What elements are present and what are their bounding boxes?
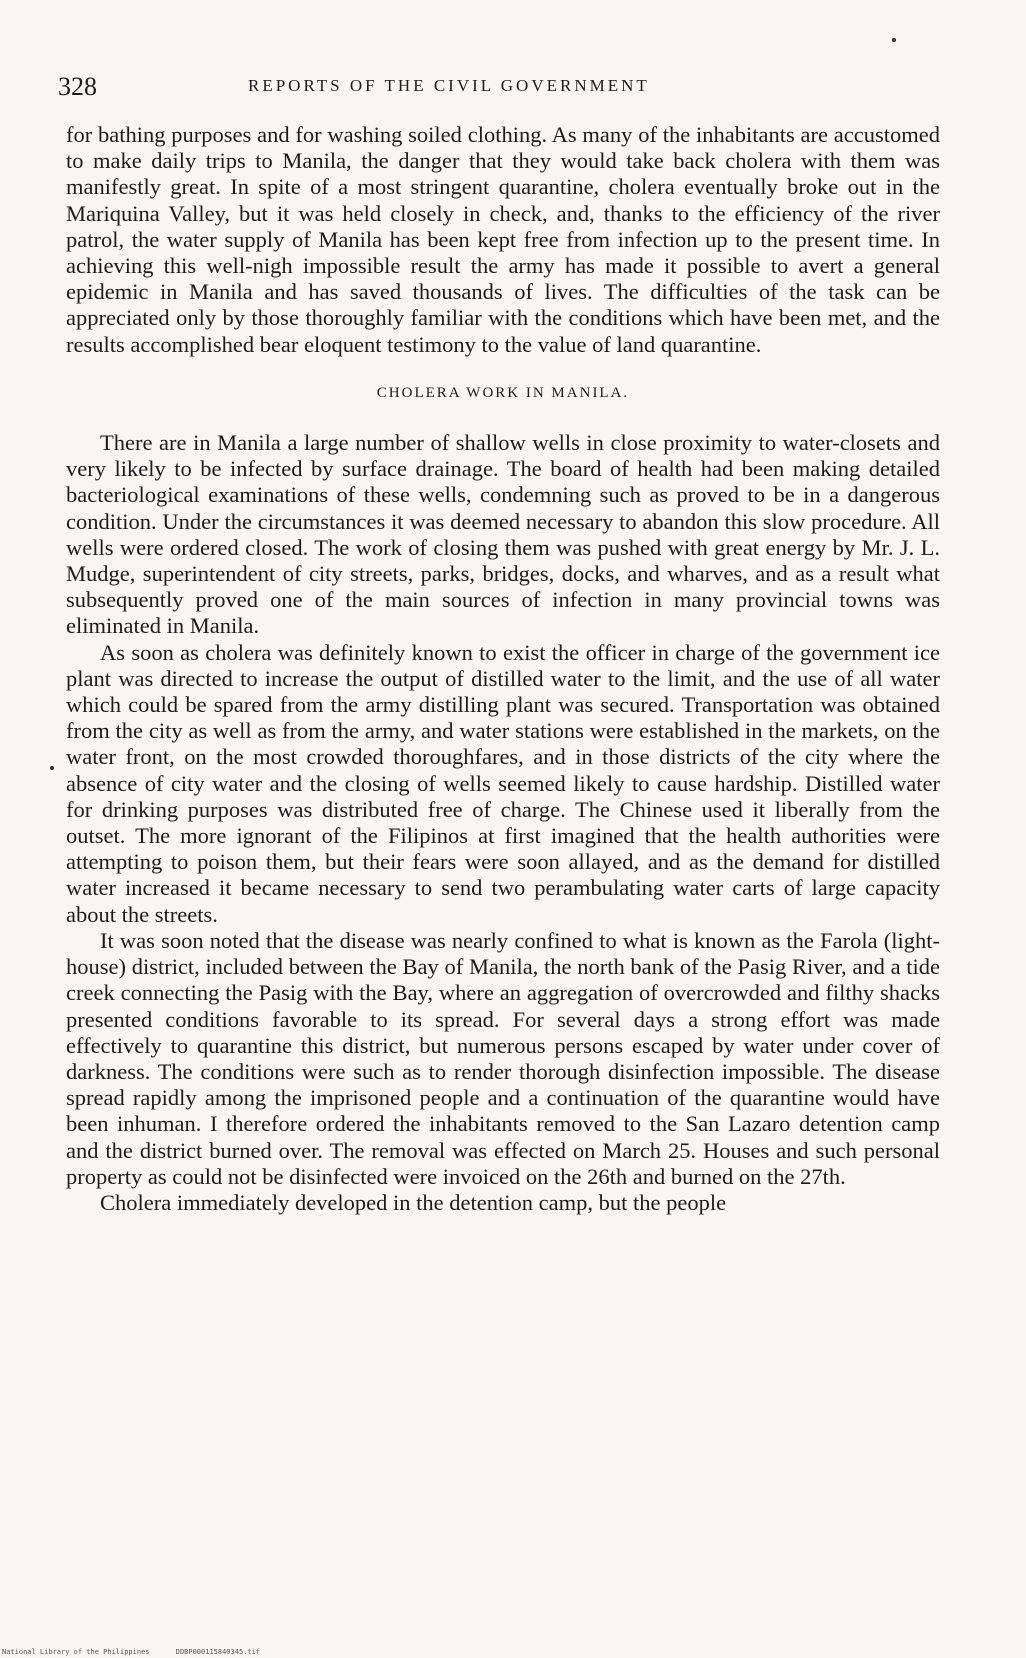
page-header bbox=[58, 72, 948, 108]
footer-file-id: DDBP000115840345.tif bbox=[175, 1648, 261, 1656]
body-text bbox=[66, 122, 940, 1216]
ink-speck bbox=[50, 766, 54, 770]
paragraph: There are in Manila a large number of shallow wells in close proximity to water-closets and very likely to be infected by surface drainage. The board of health had been making detailed bacteriological examinations of these wells, condemning such as proved to be in a dangerous condition. Under the circumstances it was deemed necessary to abandon this slow procedure. All wells were ordered closed. The work of closing them was pushed with great energy by Mr. J. L. Mudge, superintendent of city streets, parks, bridges, docks, and wharves, and as a result what subsequently proved one of the main sources of infection in many provincial towns was eliminated in Manila. bbox=[66, 430, 940, 639]
paragraph: for bathing purposes and for washing soiled clothing. As many of the inhabitants are accustomed to make daily trips to Manila, the danger that they would take back cholera with them was manifestly great. In spite of a most stringent quarantine, cholera eventually broke out in the Mariquina Valley, but it was held closely in check, and, thanks to the efficiency of the river patrol, the water supply of Manila has been kept free from infection up to the present time. In achieving this well-nigh impossible result the army has made it possible to avert a general epidemic in Manila and has saved thousands of lives. The difficulties of the task can be appreciated only by those thoroughly familiar with the conditions which have been met, and the results accomplished bear eloquent testimony to the value of land quarantine. bbox=[66, 122, 940, 357]
scan-footer bbox=[2, 1648, 282, 1656]
page-number: 328 bbox=[58, 72, 97, 101]
ink-speck bbox=[892, 38, 896, 42]
running-head: REPORTS OF THE CIVIL GOVERNMENT bbox=[248, 76, 650, 95]
paragraph: As soon as cholera was definitely known to exist the officer in charge of the government ice plant was directed to increase the output of distilled water to the limit, and the use of all water which could be spared from the army distilling plant was secured. Transportation was obtained from the city as well as from the army, and water stations were established in the markets, on the water front, on the most crowded thoroughfares, and in those districts of the city where the absence of city water and the closing of wells seemed likely to cause hardship. Distilled water for drinking purposes was distributed free of charge. The Chinese used it liberally from the outset. The more ignorant of the Filipinos at first imagined that the health authorities were attempting to poison them, but their fears were soon allayed, and as the demand for distilled water increased it became necessary to send two perambulating water carts of large capacity about the streets. bbox=[66, 639, 940, 927]
footer-library: National Library of the Philippines bbox=[2, 1648, 150, 1656]
section-heading: CHOLERA WORK IN MANILA. bbox=[376, 384, 630, 401]
paragraph: It was soon noted that the disease was nearly confined to what is known as the Farola (light-house) district, included between the Bay of Manila, the north bank of the Pasig River, and a tide creek connecting the Pasig with the Bay, where an aggregation of overcrowded and filthy shacks presented conditions favorable to its spread. For several days a strong effort was made effectively to quarantine this district, but numerous persons escaped by water under cover of darkness. The conditions were such as to render thorough disinfection impossible. The disease spread rapidly among the imprisoned people and a continuation of the quarantine would have been inhuman. I therefore ordered the inhabitants removed to the San Lazaro detention camp and the district burned over. The removal was effected on March 25. Houses and such personal property as could not be disinfected were invoiced on the 26th and burned on the 27th. bbox=[66, 927, 940, 1189]
paragraph: Cholera immediately developed in the detention camp, but the people bbox=[100, 1189, 727, 1215]
